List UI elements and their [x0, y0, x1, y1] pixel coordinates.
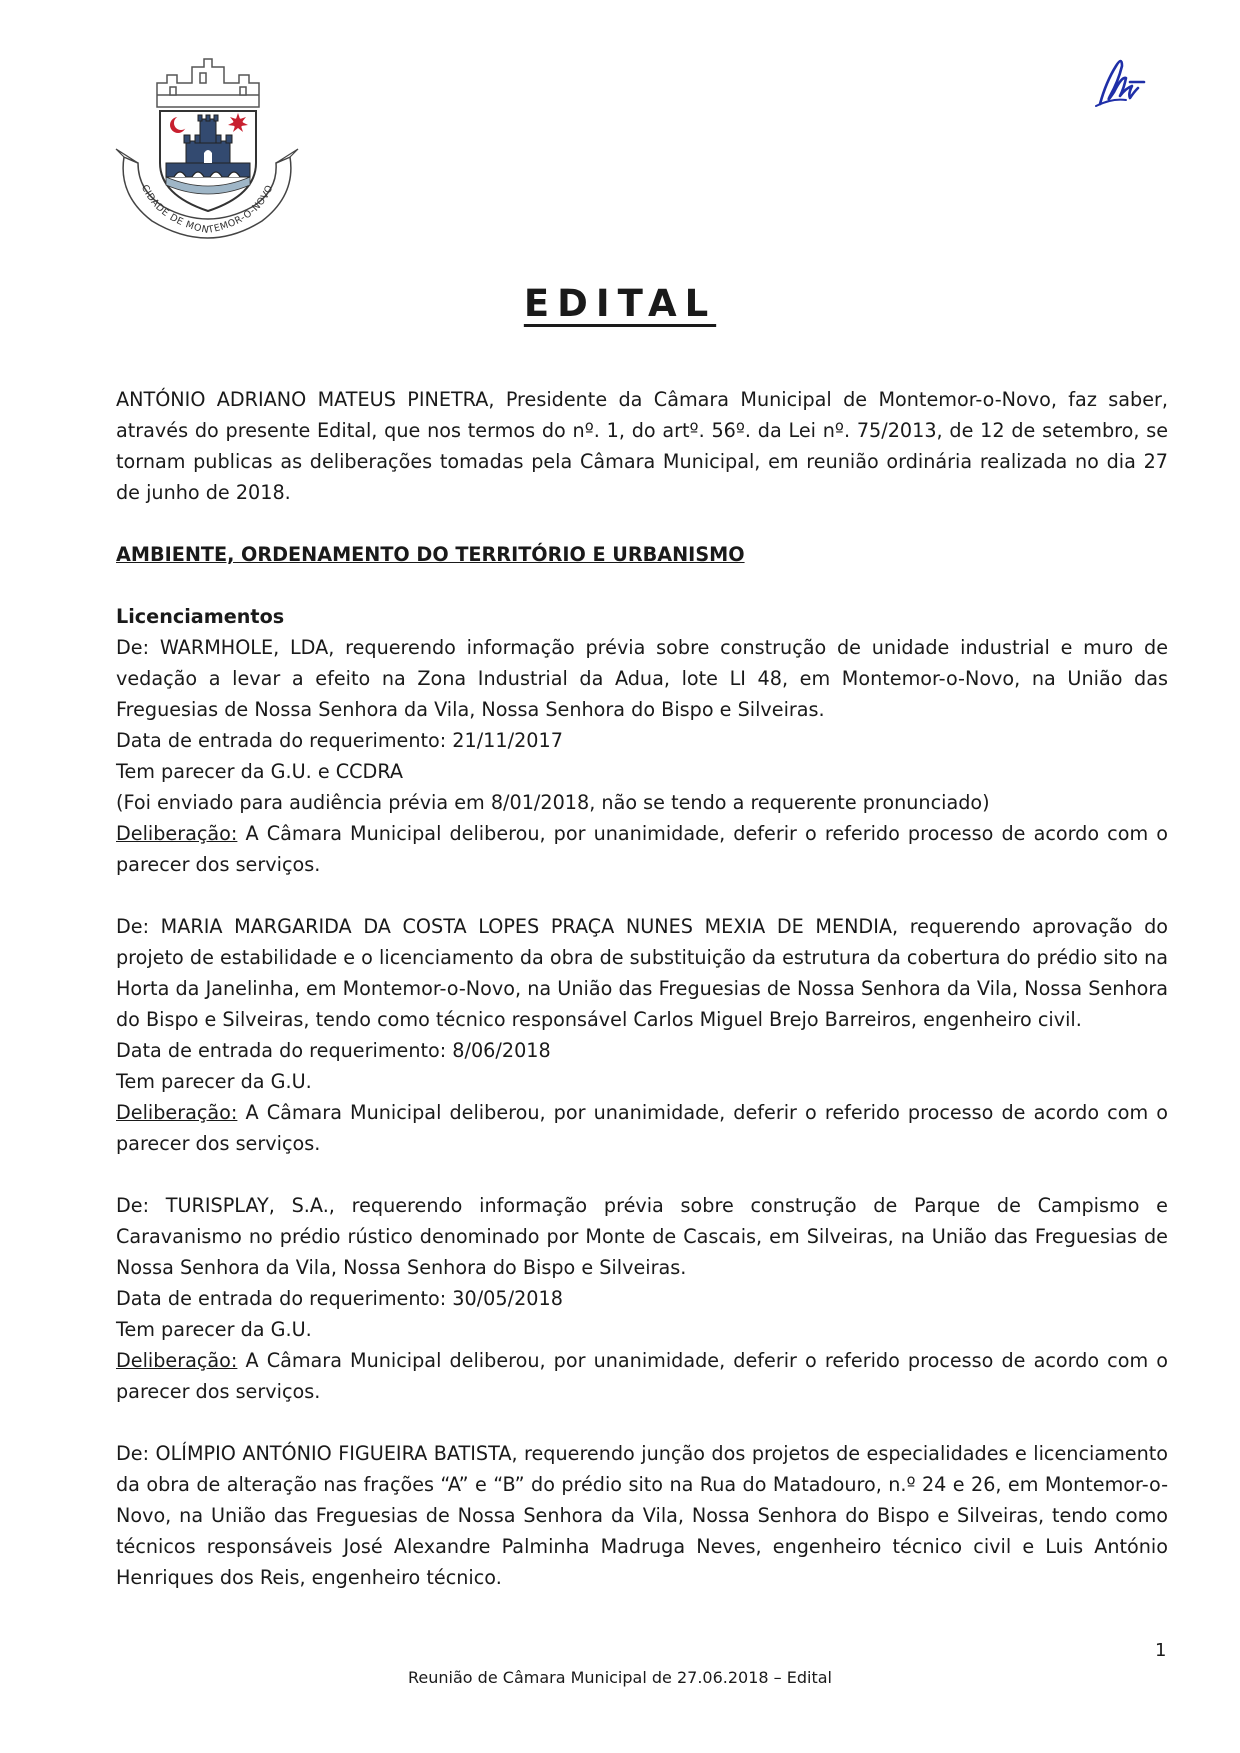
deliberation-label: Deliberação: [116, 822, 238, 845]
document-title: EDITAL [523, 282, 717, 325]
section-heading: AMBIENTE, ORDENAMENTO DO TERRITÓRIO E URBANISMO [116, 543, 745, 566]
item-entry-date: Data de entrada do requerimento: 30/05/2018 [116, 1287, 563, 1310]
item-body: De: WARMHOLE, LDA, requerendo informação prévia sobre construção de unidade industrial e muro de vedação a levar a efeito na Zona Industrial da Adua, lote LI 48, em Montemor-o-Novo, na União das Freguesias de Nossa Senhora da Vila, Nossa Senhora do Bispo e Silveiras. [116, 636, 1168, 721]
licensing-item [116, 911, 1168, 1159]
item-opinion: Tem parecer da G.U. [116, 1070, 312, 1093]
item-note: (Foi enviado para audiência prévia em 8/01/2018, não se tendo a requerente pronunciado) [116, 791, 990, 814]
item-opinion: Tem parecer da G.U. [116, 1318, 312, 1341]
deliberation-text: A Câmara Municipal deliberou, por unanimidade, deferir o referido processo de acordo com o parecer dos serviços. [116, 1101, 1168, 1155]
intro-paragraph: ANTÓNIO ADRIANO MATEUS PINETRA, Presidente da Câmara Municipal de Montemor-o-Novo, faz saber, através do presente Edital, que nos termos do nº. 1, do artº. 56º. da Lei nº. 75/2013, de 12 de setembro, se tornam publicas as deliberações tomadas pela Câmara Municipal, em reunião ordinária realizada no dia 27 de junho de 2018. [116, 388, 1168, 504]
item-opinion: Tem parecer da G.U. e CCDRA [116, 760, 404, 783]
item-deliberation [116, 1097, 1168, 1159]
sub-heading: Licenciamentos [116, 605, 285, 628]
municipal-crest-logo [112, 45, 302, 255]
item-body: De: MARIA MARGARIDA DA COSTA LOPES PRAÇA NUNES MEXIA DE MENDIA, requerendo aprovação do projeto de estabilidade e o licenciamento da obra de substituição da estrutura da cobertura do prédio sito na Horta da Janelinha, em Montemor-o-Novo, na União das Freguesias de Nossa Senhora da Vila, Nossa Senhora do Bispo e Silveiras, tendo como técnico responsável Carlos Miguel Brejo Barreiros, engenheiro civil. [116, 915, 1168, 1031]
licensing-item [116, 1438, 1168, 1593]
item-deliberation [116, 1345, 1168, 1407]
item-entry-date: Data de entrada do requerimento: 21/11/2017 [116, 729, 563, 752]
item-deliberation [116, 818, 1168, 880]
document-body [116, 384, 1168, 1624]
item-body: De: OLÍMPIO ANTÓNIO FIGUEIRA BATISTA, requerendo junção dos projetos de especialidades e licenciamento da obra de alteração nas frações “A” e “B” do prédio sito na Rua do Matadouro, n.º 24 e 26, em Montemor-o-Novo, na União das Freguesias de Nossa Senhora da Vila, Nossa Senhora do Bispo e Silveiras, tendo como técnicos responsáveis José Alexandre Palminha Madruga Neves, engenheiro técnico civil e Luis António Henriques dos Reis, engenheiro técnico. [116, 1442, 1168, 1589]
page-footer: Reunião de Câmara Municipal de 27.06.2018 – Edital [408, 1668, 832, 1687]
deliberation-label: Deliberação: [116, 1101, 238, 1124]
deliberation-text: A Câmara Municipal deliberou, por unanimidade, deferir o referido processo de acordo com o parecer dos serviços. [116, 822, 1168, 876]
licensing-item [116, 1190, 1168, 1407]
item-body: De: TURISPLAY, S.A., requerendo informação prévia sobre construção de Parque de Campismo e Caravanismo no prédio rústico denominado por Monte de Cascais, em Silveiras, na União das Freguesias de Nossa Senhora da Vila, Nossa Senhora do Bispo e Silveiras. [116, 1194, 1168, 1279]
deliberation-text: A Câmara Municipal deliberou, por unanimidade, deferir o referido processo de acordo com o parecer dos serviços. [116, 1349, 1168, 1403]
handwritten-signature [1092, 52, 1152, 110]
page-number: 1 [1155, 1640, 1167, 1661]
deliberation-label: Deliberação: [116, 1349, 238, 1372]
crest-motto: CIDADE DE MONTEMOR-O-NOVO [138, 183, 276, 237]
licensing-item [116, 632, 1168, 880]
item-entry-date: Data de entrada do requerimento: 8/06/2018 [116, 1039, 551, 1062]
